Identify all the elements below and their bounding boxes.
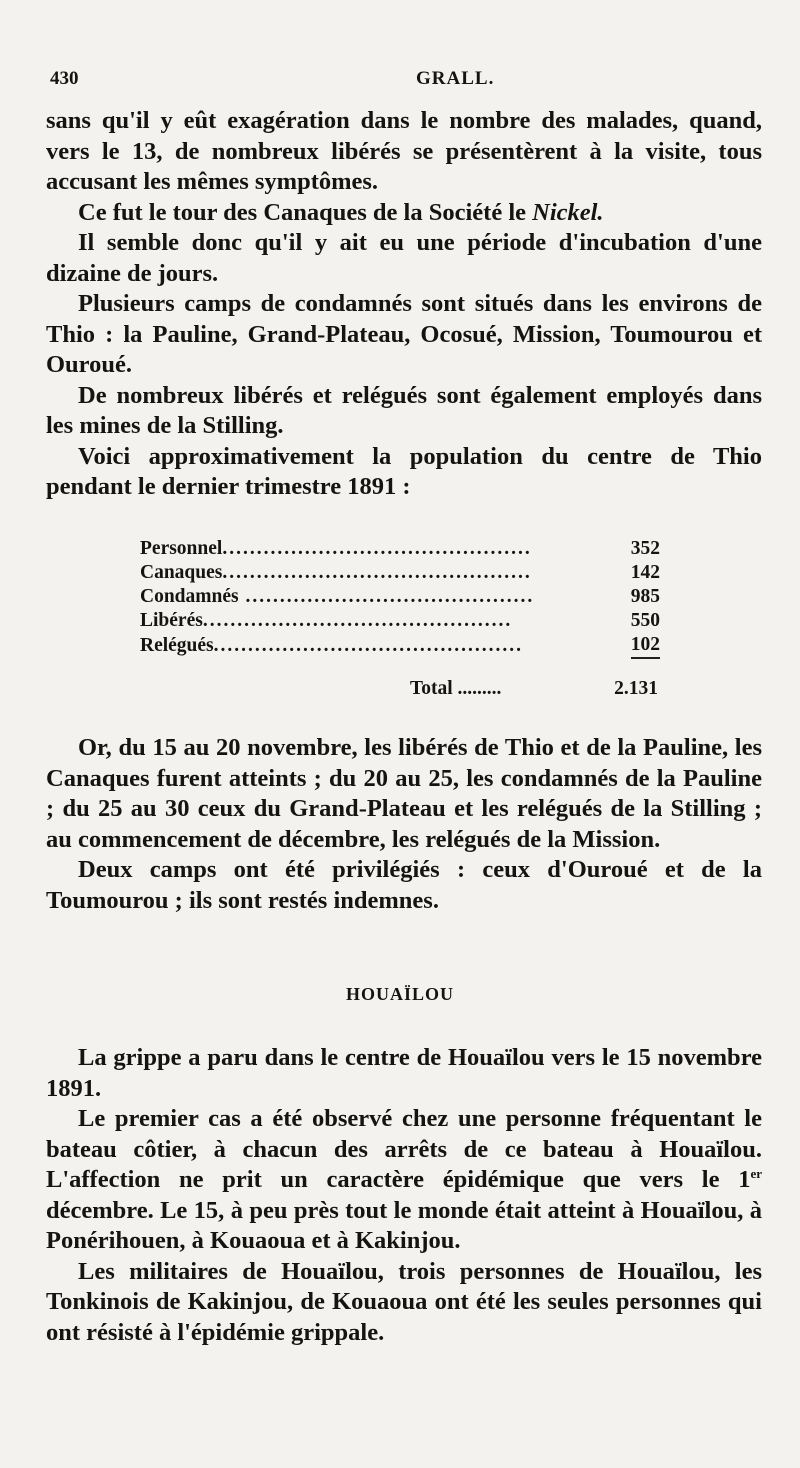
paragraph: La grippe a paru dans le centre de Houaïlou vers le 15 novembre 1891. bbox=[46, 1044, 762, 1102]
row-label: Relégués bbox=[140, 634, 214, 656]
paragraph-text: Le premier cas a été observé chez une personne fréquentant le bateau côtier, à chacun des arrêts de ce bateau à Houaïlou. L'affection ne prit un caractère épidémique que vers le bbox=[46, 1105, 762, 1193]
paragraph: Les militaires de Houaïlou, trois personnes de Houaïlou, les Tonkinois de Kakinjou, de Kouaoua ont été les seules personnes qui ont résisté à l'épidémie grippale. bbox=[46, 1257, 762, 1346]
table-row bbox=[140, 585, 660, 609]
row-value: 352 bbox=[630, 538, 660, 559]
leader-dots: ............................................. bbox=[202, 610, 513, 631]
date-number: 1 bbox=[738, 1166, 751, 1193]
total-value: 2.131 bbox=[614, 678, 658, 699]
paragraph: Il semble donc qu'il y ait eu une période d'incubation d'une dizaine de jours. bbox=[46, 229, 762, 287]
table-row bbox=[140, 561, 660, 585]
paragraph-text: décembre. Le 15, à peu près tout le monde était atteint à Houaïlou, à Ponérihouen, à Kouaoua et à Kakinjou. bbox=[46, 1196, 762, 1254]
italic-word: Nickel. bbox=[532, 198, 604, 226]
body-text-top bbox=[46, 106, 762, 503]
leader-dots: ............................................. bbox=[213, 634, 524, 656]
total-label: Total bbox=[410, 678, 453, 699]
page-header bbox=[46, 68, 762, 98]
ordinal-suffix: er bbox=[750, 1165, 762, 1181]
row-value: 102 bbox=[631, 633, 660, 658]
paragraph: Or, du 15 au 20 novembre, les libérés de Thio et de la Pauline, les Canaques furent atteints ; du 20 au 25, les condamnés de la Pauline ; du 25 au 30 ceux du Grand-Plateau et les relégués de la Stilling ; au commencement de décembre, les relégués de la Mission. bbox=[46, 734, 762, 853]
paragraph: Deux camps ont été privilégiés : ceux d'Ouroué et de la Toumourou ; ils sont restés indemnes. bbox=[46, 856, 762, 914]
population-total: Total ......... 2.131 bbox=[410, 678, 658, 699]
body-text-bottom bbox=[46, 1043, 762, 1348]
row-label: Libérés bbox=[140, 610, 203, 631]
row-label: Personnel bbox=[140, 538, 223, 559]
paragraph bbox=[46, 1104, 762, 1257]
table-row bbox=[140, 633, 660, 658]
row-label: Canaques bbox=[140, 562, 223, 583]
section-title: HOUAÏLOU bbox=[345, 984, 454, 1004]
row-value: 142 bbox=[630, 562, 660, 583]
row-label: Condamnés bbox=[140, 586, 239, 607]
running-head: GRALL. bbox=[416, 68, 495, 89]
paragraph: De nombreux libérés et relégués sont également employés dans les mines de la Stilling. bbox=[46, 381, 762, 439]
body-text-middle bbox=[46, 733, 762, 916]
leader-dots: ............................................. bbox=[222, 562, 532, 583]
row-value: 985 bbox=[630, 586, 660, 607]
population-table bbox=[140, 537, 660, 659]
table-row bbox=[140, 537, 660, 561]
paragraph: sans qu'il y eût exagération dans le nombre des malades, quand, vers le 13, de nombreux libérés se présentèrent à la visite, tous accusant les mêmes symptômes. bbox=[46, 107, 762, 195]
row-value: 550 bbox=[630, 610, 660, 631]
paragraph-text: Ce fut le tour des Canaques de la Société le bbox=[78, 198, 526, 226]
page-number: 430 bbox=[50, 68, 79, 89]
paragraph: Plusieurs camps de condamnés sont situés dans les environs de Thio : la Pauline, Grand-Plateau, Ocosué, Mission, Toumourou et Ouroué. bbox=[46, 290, 762, 378]
paragraph: Voici approximativement la population du centre de Thio pendant le dernier trimestre 1891 : bbox=[46, 442, 762, 500]
paragraph bbox=[46, 198, 762, 229]
table-row bbox=[140, 609, 660, 633]
leader-dots: .......................................... bbox=[238, 586, 535, 607]
leader-dots: ............................................. bbox=[222, 538, 532, 559]
